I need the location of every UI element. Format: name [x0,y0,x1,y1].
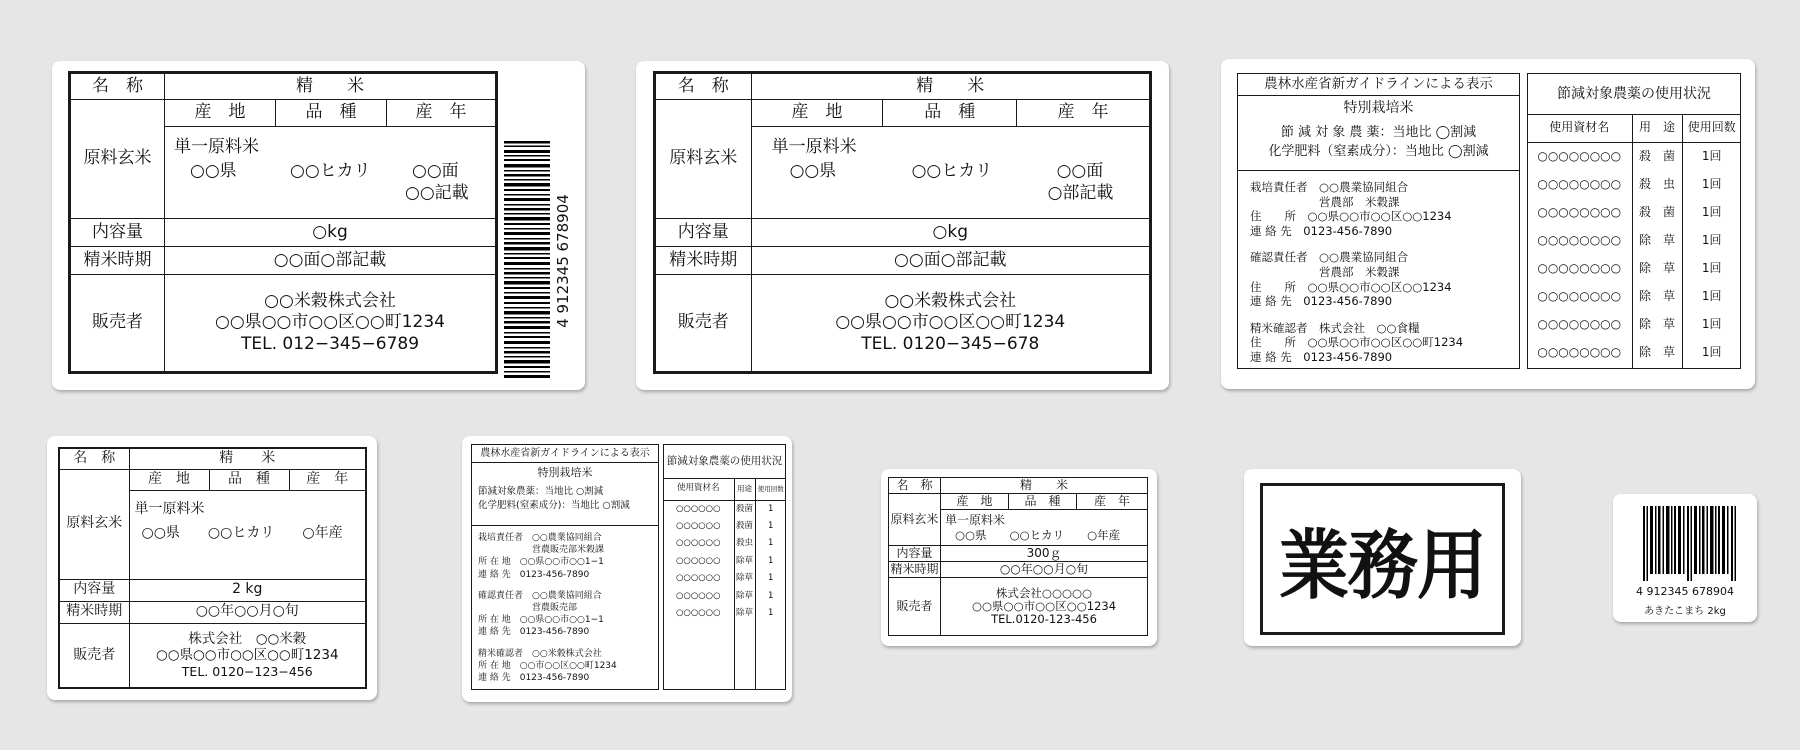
business-use-label [1244,469,1521,646]
pesticide-row [1527,282,1741,310]
pesticide-row [1527,254,1741,282]
col-variety: 品 種 [209,469,289,490]
checker-address: 住 所 ○○県○○市○○区○○1234 [1250,279,1452,294]
special-cultivation-title: 特別栽培米 [1343,100,1414,116]
content-value: ○kg [165,219,497,247]
milling-date-label: 精米時期 [59,601,129,623]
single-origin-text: 単一原料米 [134,500,205,517]
pesticide-use: 殺 菌 [1632,142,1682,170]
seller-info [941,578,1148,636]
pesticide-use: 除草 [734,588,755,606]
pesticide-filler-cell [1682,366,1741,369]
pesticide-use: 除草 [734,553,755,571]
name-label: 名 称 [59,448,129,469]
single-origin-text: 単一原料米 [945,512,1006,527]
pesticide-title: 節減対象農薬の使用状況 [1528,74,1740,115]
pesticide-count: 1 [755,588,786,606]
col-origin: 産 地 [165,100,276,127]
pesticide-count: 1 [755,535,786,553]
barcode-label [1613,494,1757,622]
reduction-line-2: 化学肥料（窒素成分）：当地比 ◯割減 [1268,144,1489,159]
rice-label-2-table [653,71,1152,374]
pesticide-material: ○○○○○○○○ [1527,142,1632,170]
col-variety: 品 種 [276,100,387,127]
raw-rice-label: 原料玄米 [59,469,129,579]
rice-label-4-table [58,447,367,689]
seller-tel: TEL. 012−345−6789 [240,333,420,354]
seller-info [751,275,1150,373]
content-value: 300ｇ [941,546,1148,562]
guide-title: 農林水産省新ガイドラインによる表示 [472,445,658,463]
col-count: 使用回数 [1682,114,1741,142]
raw-rice-detail [751,127,1150,219]
grower-line: 栽培責任者 ○○農業協同組合 [478,533,602,543]
milling-date-label: 精米時期 [70,247,165,275]
pesticide-use: 除 草 [1632,338,1682,366]
rice-label-6 [881,469,1157,646]
vertical-barcode [504,141,576,381]
pesticide-use: 殺虫 [734,535,755,553]
pesticide-use: 除 草 [1632,226,1682,254]
checker-line: 確認責任者 ○○農業協同組合 [478,590,602,601]
rice-label-1-table [68,71,498,374]
content-label: 内容量 [70,219,165,247]
pesticide-row [1527,170,1741,198]
raw-rice-label: 原料玄米 [70,100,165,219]
seller-address: ○○県○○市○○区○○1234 [971,598,1117,613]
col-use: 用 途 [1632,114,1682,142]
pesticide-count: 1 [755,518,786,536]
responsible-block [472,525,658,684]
name-value: 精 米 [129,448,366,469]
pesticide-material: ○○○○○○○○ [1527,198,1632,226]
pesticide-count: 1 [755,605,786,623]
pesticide-title: 節減対象農薬の使用状況 [664,445,785,479]
grower-address: 所 在 地 ○○県○○市○○1−1 [478,557,604,568]
special-cultivation-label-1 [1221,59,1755,389]
pesticide-row [663,605,786,623]
raw-rice-detail [129,490,366,579]
pesticide-material: ○○○○○○ [663,518,734,536]
content-label: 内容量 [59,579,129,601]
col-variety: 品 種 [1009,494,1077,510]
seller-label: 販売者 [655,275,752,373]
checker-address: 所 在 地 ○○県○○市○○1−1 [478,615,604,626]
raw-rice-detail [941,510,1148,546]
milling-date-value: ○○年○○月○旬 [129,601,366,623]
seller-name: 株式会社 ○○米穀 [188,630,307,647]
pesticide-panel [1527,73,1741,369]
rice-label-2 [636,61,1169,390]
pesticide-material: ○○○○○○ [663,588,734,606]
seller-tel: TEL. 0120−123−456 [181,664,313,680]
pesticide-use: 殺 虫 [1632,170,1682,198]
pesticide-material: ○○○○○○ [663,535,734,553]
pesticide-filler-row [1527,366,1741,369]
milling-date-label: 精米時期 [890,562,939,576]
barcode-icon [1643,506,1739,581]
pesticide-filler-row [663,623,786,691]
raw-rice-detail [165,127,497,219]
col-material: 使用資材名 [663,478,734,500]
pesticide-row [663,570,786,588]
miller-line: 精米確認者 株式会社 ○○食糧 [1250,320,1420,335]
pesticide-filler-cell [663,623,734,691]
origin-value: ○○県 [190,161,237,181]
year-value-1: ○○面 [412,161,459,181]
special-cultivation-label-2 [462,436,792,702]
guide-panel [1237,73,1520,369]
variety-value: ○○ヒカリ [290,161,371,181]
seller-name: ○○米穀株式会社 [884,291,1017,312]
pesticide-panel [663,444,786,690]
pesticide-material: ○○○○○○○○ [1527,254,1632,282]
seller-info [165,275,497,373]
reduction-line-2: 化学肥料(窒素成分)：当地比 ○割減 [478,500,630,511]
raw-rice-label: 原料玄米 [655,100,752,219]
pesticide-material: ○○○○○○ [663,500,734,518]
guide-panel [471,444,659,690]
pesticide-count: 1回 [1682,142,1741,170]
pesticide-row [1527,198,1741,226]
pesticide-count: 1回 [1682,170,1741,198]
pesticide-row [663,535,786,553]
year-value-2: ○部記載 [1047,183,1114,203]
pesticide-count: 1回 [1682,310,1741,338]
pesticide-filler-cell [755,623,786,691]
pesticide-row [663,588,786,606]
pesticide-count: 1 [755,553,786,571]
guide-title: 農林水産省新ガイドラインによる表示 [1238,74,1519,96]
milling-date-value: ○○年○○月○旬 [941,562,1148,578]
grower-address: 住 所 ○○県○○市○○区○○1234 [1250,209,1452,224]
content-label: 内容量 [889,546,941,562]
content-value: 2 kg [129,579,366,601]
grower-dept: 営農販売部米穀課 [478,545,605,556]
seller-address: ○○県○○市○○区○○町1234 [835,312,1066,333]
year-value-1: ○○面 [1056,161,1104,181]
seller-tel: TEL. 0120−345−678 [861,333,1040,354]
grower-tel: 連 絡 先 0123-456-7890 [478,569,590,580]
content-label: 内容量 [655,219,752,247]
miller-line: 精米確認者 ○○米穀株式会社 [478,648,602,659]
raw-rice-values: ○○県 ○○ヒカリ ○年産 [955,527,1121,542]
seller-label: 販売者 [59,623,129,688]
col-origin: 産 地 [941,494,1009,510]
barcode-icon [504,141,550,381]
pesticide-material: ○○○○○○○○ [1527,282,1632,310]
content-value: ○kg [751,219,1150,247]
barcode-number: 4 912345 678904 [1636,585,1734,598]
miller-tel: 連 絡 先 0123-456-7890 [478,673,590,684]
product-caption: あきたこまち 2kg [1644,606,1726,617]
pesticide-use: 除 草 [1632,254,1682,282]
name-value: 精 米 [165,73,497,100]
grower-line: 栽培責任者 ○○農業協同組合 [1250,180,1409,194]
seller-name: 株式会社○○○○○ [995,585,1093,600]
pesticide-count: 1回 [1682,282,1741,310]
name-value: 精 米 [941,478,1148,494]
special-cultivation-title: 特別栽培米 [537,466,593,479]
checker-tel: 連 絡 先 0123-456-7890 [478,627,590,638]
barcode-number: 4 912345 678904 [554,194,572,328]
raw-rice-label: 原料玄米 [889,494,941,546]
pesticide-filler-cell [1527,366,1632,369]
checker-dept: 営農販売部 [478,603,578,614]
pesticide-use: 殺 菌 [1632,198,1682,226]
pesticide-material: ○○○○○○○○ [1527,338,1632,366]
grower-tel: 連 絡 先 0123-456-7890 [1250,223,1393,238]
pesticide-table [1527,114,1741,369]
col-year: 産 年 [387,100,497,127]
single-origin-text: 単一原料米 [174,137,259,157]
business-use-frame [1260,483,1505,635]
seller-info [129,623,366,688]
name-label: 名 称 [70,73,165,100]
miller-address: 住 所 ○○県○○市○○区○○町1234 [1250,335,1464,350]
seller-label: 販売者 [889,578,941,636]
pesticide-use: 殺菌 [734,500,755,518]
reduction-line-1: 節 減 対 象 農 薬：当地比 ◯割減 [1280,125,1477,140]
pesticide-use: 除草 [734,570,755,588]
pesticide-count: 1回 [1682,198,1741,226]
seller-tel: TEL.0120-123-456 [991,612,1097,627]
milling-date-label: 精米時期 [655,247,752,275]
miller-tel: 連 絡 先 0123-456-7890 [1250,349,1393,364]
pesticide-count: 1 [755,570,786,588]
pesticide-count: 1回 [1682,254,1741,282]
raw-rice-values: ○○県 ○○ヒカリ ○年産 [141,524,343,541]
pesticide-table [663,478,786,690]
pesticide-filler-cell [734,623,755,691]
pesticide-use: 除 草 [1632,282,1682,310]
rice-label-4 [47,436,377,700]
miller-address: 所 在 地 ○○市○○区○○町1234 [478,660,617,671]
pesticide-material: ○○○○○○ [663,570,734,588]
business-use-text: 業務用 [1279,520,1486,610]
checker-dept: 営農部 米穀課 [1250,264,1400,279]
pesticide-row [663,500,786,518]
pesticide-row [1527,310,1741,338]
pesticide-row [663,553,786,571]
responsible-block [1238,170,1519,365]
col-origin: 産 地 [129,469,209,490]
checker-tel: 連 絡 先 0123-456-7890 [1250,294,1393,309]
origin-value: ○○県 [789,161,837,181]
grower-dept: 営農部 米穀課 [1250,194,1400,209]
pesticide-count: 1回 [1682,338,1741,366]
rice-label-1 [52,61,585,390]
col-use: 用途 [734,478,755,500]
year-value-2: ○○記載 [405,183,469,203]
pesticide-use: 除 草 [1632,310,1682,338]
checker-line: 確認責任者 ○○農業協同組合 [1250,250,1409,265]
pesticide-material: ○○○○○○○○ [1527,170,1632,198]
pesticide-row [1527,142,1741,170]
pesticide-row [1527,338,1741,366]
col-count: 使用回数 [755,478,786,500]
barcode [1643,506,1739,581]
pesticide-material: ○○○○○○○○ [1527,310,1632,338]
single-origin-text: 単一原料米 [771,137,857,157]
col-material: 使用資材名 [1527,114,1632,142]
col-year: 産 年 [289,469,366,490]
pesticide-row [663,518,786,536]
pesticide-filler-cell [1632,366,1682,369]
seller-name: ○○米穀株式会社 [264,291,396,312]
pesticide-material: ○○○○○○ [663,605,734,623]
pesticide-count: 1回 [1682,226,1741,254]
col-origin: 産 地 [751,100,883,127]
seller-address: ○○県○○市○○区○○町1234 [215,312,445,333]
milling-date-value: ○○面○部記載 [165,247,497,275]
col-year: 産 年 [1077,494,1148,510]
pesticide-use: 殺菌 [734,518,755,536]
pesticide-material: ○○○○○○ [663,553,734,571]
pesticide-count: 1 [755,500,786,518]
name-label: 名 称 [889,478,941,494]
reduction-line-1: 節減対象農薬：当地比 ○割減 [478,486,604,497]
pesticide-material: ○○○○○○○○ [1527,226,1632,254]
pesticide-row [1527,226,1741,254]
name-value: 精 米 [751,73,1150,100]
seller-label: 販売者 [70,275,165,373]
variety-value: ○○ヒカリ [911,161,993,181]
seller-address: ○○県○○市○○区○○町1234 [155,647,339,664]
col-year: 産 年 [1017,100,1151,127]
pesticide-use: 除草 [734,605,755,623]
col-variety: 品 種 [883,100,1017,127]
rice-label-6-table [888,477,1148,636]
name-label: 名 称 [655,73,752,100]
milling-date-value: ○○面○部記載 [751,247,1150,275]
